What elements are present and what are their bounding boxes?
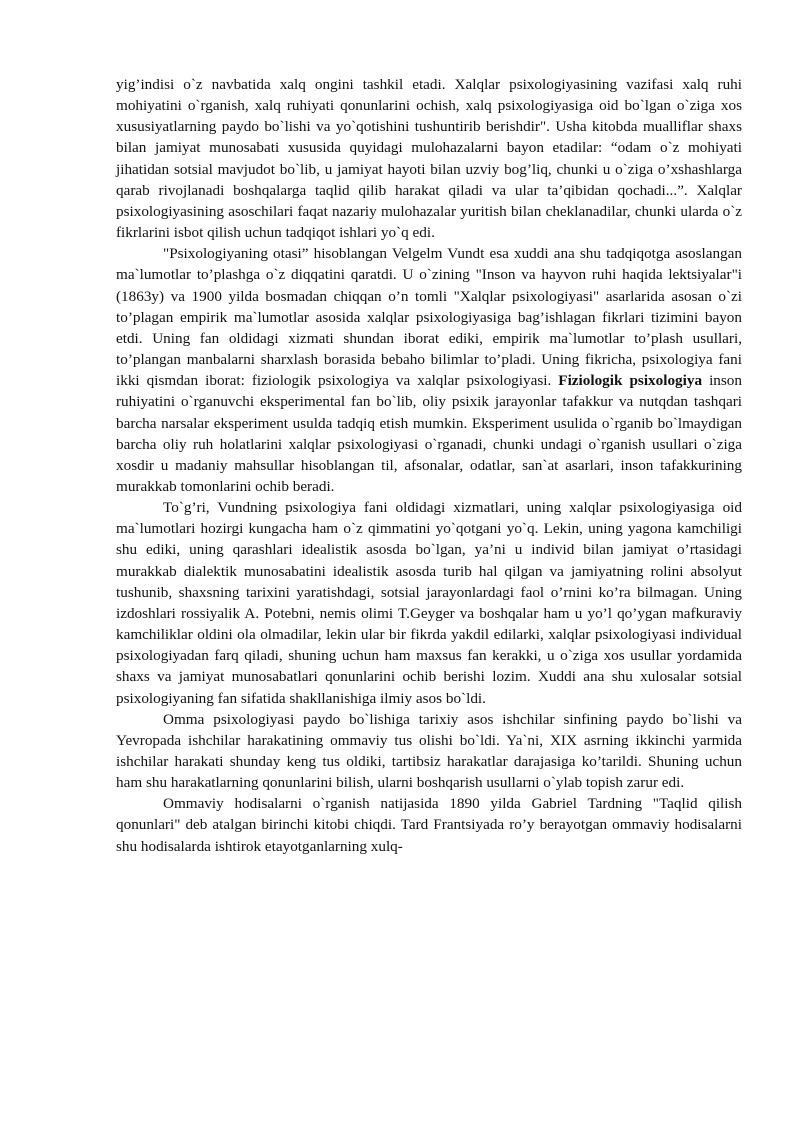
bold-term-physiological-psychology: Fiziologik psixologiya	[558, 372, 703, 390]
paragraph-5: Ommaviy hodisalarni o`rganish natijasida 1890 yilda Gabriel Tardning "Taqlid qilish qonunlari" deb atalgan birinchi kitobi chiqdi. Tard Frantsiyada ro’y berayotgan ommaviy hodisalarni shu hodisalarda ishtirok etayotganlarning xulq-	[116, 795, 742, 855]
paragraph-4: Omma psixologiyasi paydo bo`lishiga tarixiy asos ishchilar sinfining paydo bo`lishi va Yevropada ishchilar harakatining ommaviy tus olishi bo`ldi. Ya`ni, XIX asrning ikkinchi yarmida ishchilar harakati shunday keng tus oldiki, tartibsiz harakatlar darajasiga ko’tarildi. Shuning uchun ham shu harakatlarning qonunlarini bilish, ularni boshqarish usullarni o`ylab topish zarur edi.	[116, 710, 742, 792]
paragraph-2-text-before: "Psixologiyaning otasi” hisoblangan Velgelm Vundt esa xuddi ana shu tadqiqotga asoslangan ma`lumotlar to’plashga o`z diqqatini qaratdi. U o`zining "Inson va hayvon ruhi haqida lektsiyalar"i (1863y) va 1900 yilda bosmadan chiqqan o’n tomli "Xalqlar psixologiyasi" asarlarida asosan o`zi to’plagan empirik ma`lumotlar asosida xalqlar psixologiyasiga bag’ishlagan fikrlari tizimini bayon etdi. Uning fan oldidagi xizmati shundan iborat ediki, empirik ma`lumotlar to’plash usullari, to’plangan manbalarni sharxlash borasida bebaho bilimlar to’pladi. Uning fikricha, psixologiya fani ikki qismdan iborat: fiziologik psixologiya va xalqlar psixologiyasi.	[116, 245, 742, 390]
paragraph-2	[116, 243, 742, 497]
paragraph-1: yig’indisi o`z navbatida xalq ongini tashkil etadi. Xalqlar psixologiyasining vazifasi xalq ruhi mohiyatini o`rganish, xalq ruhiyati qonunlarini ochish, xalq psixologiyasiga oid bo`lgan o`ziga xos xususiyatlarning paydo bo`lishi va yo`qotishini tushuntirib berishdir". Usha kitobda mualliflar shaxs bilan jamiyat munosabati xususida quyidagi mulohazalarni bayon etadilar: “odam o`z mohiyati jihatidan sotsial mavjudot bo`lib, u jamiyat hayoti bilan uzviy bog’liq, chunki u o`ziga o’xshashlarga qarab rivojlanadi boshqalarga taqlid qilib harakat qiladi va ular ta’qibidan qochadi...”. Xalqlar psixologiyasining asoschilari faqat nazariy mulohazalar yuritish bilan cheklanadilar, chunki ularda o`z fikrlarini isbot qilish uchun tadqiqot ishlari yo`q edi.	[116, 76, 742, 242]
document-page	[116, 74, 742, 857]
paragraph-2-text-after: inson ruhiyatini o`rganuvchi eksperimental fan bo`lib, oliy psixik jarayonlar tafakkur va nutqdan tashqari barcha narsalar eksperiment usulda tadqiq etish mumkin. Eksperiment usulida o`rganib bo`lmaydigan barcha oliy ruh holatlarini xalqlar psixologiyasi o`rganadi, chunki undagi o`rganish usullari o`ziga xosdir u madaniy mahsullar hisoblangan til, afsonalar, odatlar, san`at asarlari, inson tafakkurining murakkab tomonlarini ochib beradi.	[116, 372, 742, 495]
paragraph-3: To`g’ri, Vundning psixologiya fani oldidagi xizmatlari, uning xalqlar psixologiyasiga oid ma`lumotlari hozirgi kungacha ham o`z qimmatini yo`qotgani yo`q. Lekin, uning yagona kamchiligi shu ediki, uning qarashlari idealistik asosda bo`lgan, ya’ni u individ bilan jamiyat o’rtasidagi murakkab dialektik munosabatini idealistik asosda turib hal qilgan va jamiyatning rolini absolyut tushunib, shaxsning tarixini yaratishdagi, sotsial jarayonlardagi faol o’rnini ko’ra bilmagan. Uning izdoshlari rossiyalik A. Potebni, nemis olimi T.Geyger va boshqalar ham u yo’l qo’ygan mafkuraviy kamchiliklar oldini ola olmadilar, lekin ular bir fikrda yakdil edilarki, xalqlar psixologiyasi individual psixologiyadan farq qiladi, shuning uchun ham maxsus fan kerakki, u o`ziga xos usullar yordamida shaxs va jamiyat munosabatlari qonunlarini ochib berishi lozim. Xuddi ana shu xulosalar sotsial psixologiyaning fan sifatida shakllanishiga ilmiy asos bo`ldi.	[116, 499, 742, 707]
